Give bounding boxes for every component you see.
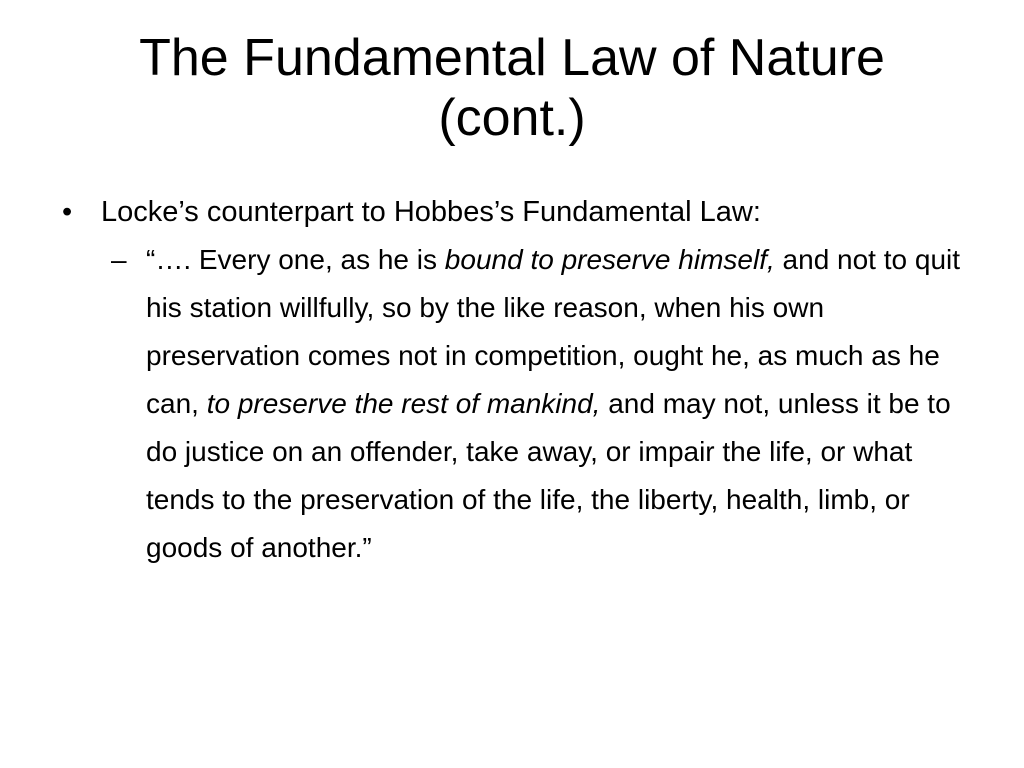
quote-segment-1: “…. Every one, as he is: [146, 244, 445, 275]
slide-title-line-1: The Fundamental Law of Nature: [139, 29, 885, 87]
quote-segment-2: and not to quit his station willfully, so by the like reason, when his own preservation comes not in competition, ought he, as much as he can,: [146, 244, 961, 419]
quote-segment-italic-2: to preserve the rest of mankind,: [206, 388, 601, 419]
bullet-text: Locke’s counterpart to Hobbes’s Fundamental Law:: [101, 196, 761, 228]
quote-text: [146, 244, 960, 563]
quote-segment-3: and may not, unless it be to do justice on an offender, take away, or impair the life, or what tends to the preservation of the life, the liberty, health, limb, or goods of another.”: [146, 388, 951, 563]
slide-body: [56, 190, 964, 572]
slide-title-line-2: (cont.): [438, 89, 586, 147]
bullet-marker-icon: •: [62, 196, 73, 228]
bullet-item-level-2: [101, 236, 961, 572]
bullet-item-level-1: [56, 190, 964, 234]
quote-segment-italic-1: bound to preserve himself,: [444, 244, 775, 275]
slide-title: [60, 28, 964, 148]
dash-marker-icon: –: [111, 244, 127, 275]
